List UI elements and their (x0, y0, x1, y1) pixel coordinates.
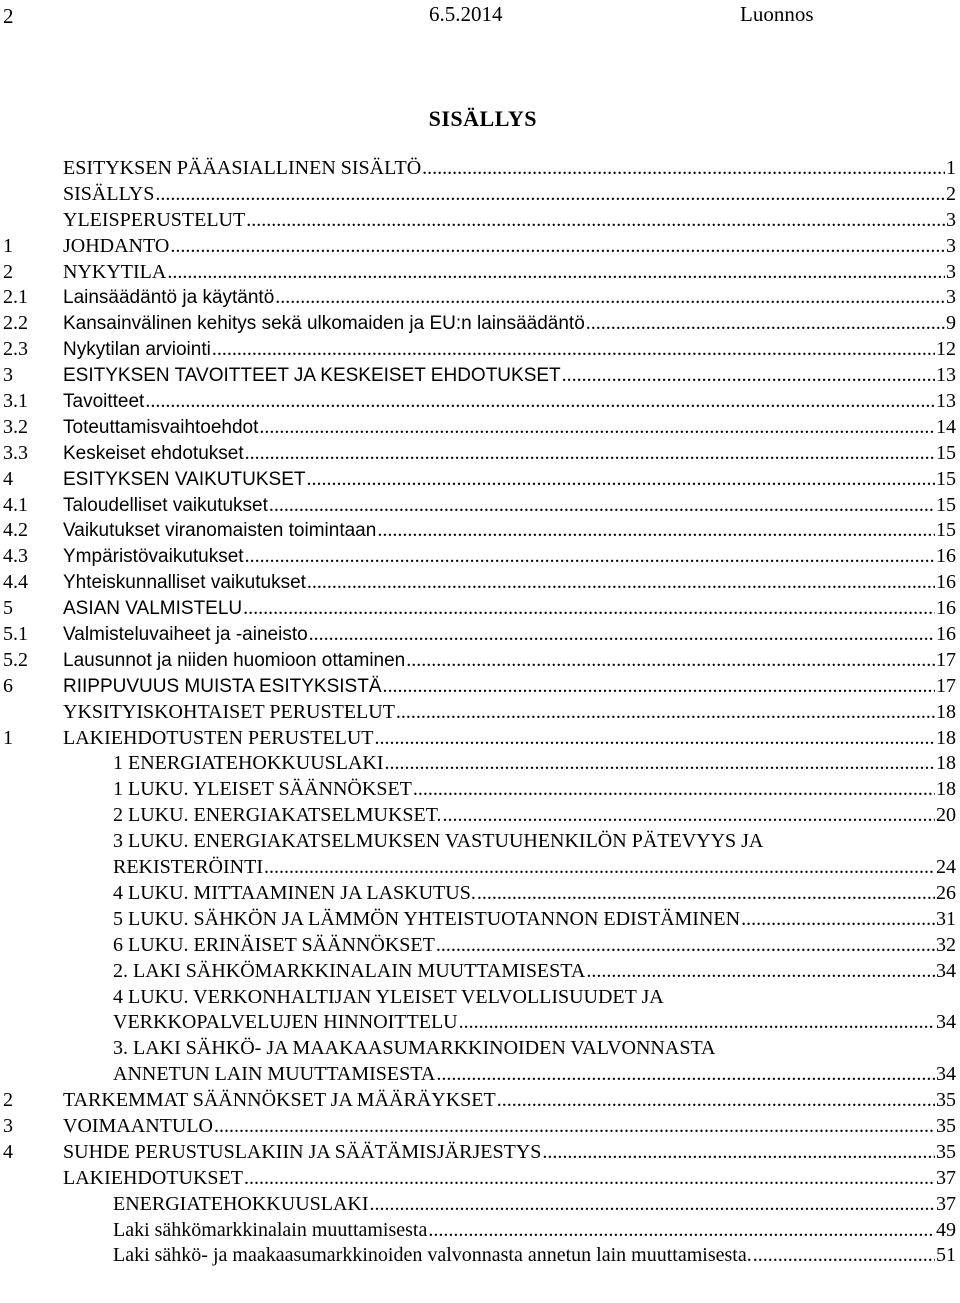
toc-entry[interactable] (3, 1114, 956, 1140)
toc-entry[interactable] (3, 363, 956, 389)
toc-dot-leader (586, 311, 945, 337)
page-title: SISÄLLYS (428, 106, 537, 131)
toc-entry-label: YLEISPERUSTELUT (63, 208, 246, 231)
toc-dot-leader (264, 855, 935, 881)
toc-entry-page: 34 (936, 1011, 956, 1034)
table-of-contents (3, 156, 956, 1269)
toc-entry-page: 49 (936, 1218, 956, 1241)
toc-dot-leader (306, 467, 935, 493)
toc-entry-number: 6 (3, 674, 13, 697)
toc-entry-page: 15 (936, 467, 956, 490)
toc-entry-label: LAKIEHDOTUKSET (63, 1166, 243, 1189)
toc-entry-label: 4 LUKU. MITTAAMINEN JA LASKUTUS. (113, 881, 476, 904)
toc-entry-label: 5 LUKU. SÄHKÖN JA LÄMMÖN YHTEISTUOTANNON EDISTÄMINEN (113, 907, 741, 930)
toc-entry[interactable] (3, 674, 956, 700)
toc-entry-number: 1 (3, 234, 13, 257)
toc-entry[interactable] (3, 260, 956, 286)
toc-dot-leader (586, 959, 935, 985)
toc-entry-label: Kansainvälinen kehitys sekä ulkomaiden ja EU:n lainsäädäntö (63, 313, 585, 335)
toc-entry-label: Yhteiskunnalliset vaikutukset (63, 572, 306, 594)
toc-dot-leader (375, 726, 935, 752)
toc-entry-page: 32 (936, 933, 956, 956)
toc-entry[interactable] (3, 803, 956, 829)
toc-entry-label: 3. LAKI SÄHKÖ- JA MAAKAASUMARKKINOIDEN VALVONNASTA (113, 1037, 716, 1060)
toc-entry-page: 26 (936, 881, 956, 904)
toc-entry-number: 3 (3, 364, 13, 387)
document-date: 6.5.2014 (429, 2, 503, 26)
toc-dot-leader (459, 1010, 935, 1036)
toc-entry-page: 16 (936, 545, 956, 568)
toc-entry-number: 4.4 (3, 571, 28, 594)
toc-entry[interactable] (3, 441, 956, 467)
toc-dot-leader (275, 285, 945, 311)
toc-entry-page: 35 (936, 1114, 956, 1137)
toc-entry-number: 2.1 (3, 286, 28, 309)
toc-entry[interactable] (3, 208, 956, 234)
toc-entry-label: 2 LUKU. ENERGIAKATSELMUKSET. (113, 804, 442, 827)
toc-dot-leader (245, 544, 935, 570)
toc-entry[interactable] (3, 1166, 956, 1192)
toc-entry[interactable] (3, 907, 956, 933)
toc-entry-page: 37 (936, 1192, 956, 1215)
toc-entry-page: 16 (936, 571, 956, 594)
toc-entry-label: Valmisteluvaiheet ja -aineisto (63, 624, 308, 646)
toc-dot-leader (145, 389, 935, 415)
toc-entry[interactable] (3, 544, 956, 570)
toc-entry-number: 4.1 (3, 493, 28, 516)
toc-entry-label: 1 ENERGIATEHOKKUUSLAKI (113, 752, 384, 775)
toc-entry[interactable] (3, 1140, 956, 1166)
toc-entry-page: 24 (936, 856, 956, 879)
toc-entry-page: 9 (946, 312, 956, 335)
toc-entry[interactable] (3, 596, 956, 622)
toc-entry[interactable] (3, 959, 956, 985)
toc-entry-page: 35 (936, 1140, 956, 1163)
toc-entry[interactable] (3, 156, 956, 182)
toc-entry[interactable] (3, 726, 956, 752)
toc-entry-label: RIIPPUVUUS MUISTA ESITYKSISTÄ (63, 675, 382, 697)
toc-dot-leader (542, 1140, 935, 1166)
toc-dot-leader (170, 234, 945, 260)
toc-entry-number (3, 182, 63, 208)
toc-entry-label: Lainsäädäntö ja käytäntö (63, 287, 275, 309)
toc-entry-number: 2 (3, 260, 13, 283)
toc-entry-page: 3 (946, 286, 956, 309)
toc-entry[interactable] (3, 1088, 956, 1114)
toc-entry[interactable] (3, 1062, 956, 1088)
toc-dot-leader (477, 881, 935, 907)
toc-dot-leader (370, 1192, 935, 1218)
toc-entry[interactable] (3, 933, 956, 959)
toc-entry-page: 37 (936, 1166, 956, 1189)
toc-entry-page: 34 (936, 959, 956, 982)
toc-entry-number: 1 (3, 726, 13, 749)
toc-entry[interactable] (3, 337, 956, 363)
toc-entry[interactable] (3, 1243, 956, 1269)
toc-entry-page: 17 (936, 648, 956, 671)
toc-dot-leader (422, 156, 945, 182)
toc-entry-label: Tavoitteet (63, 391, 145, 413)
toc-entry-label: Laki sähkömarkkinalain muuttamisesta (113, 1218, 428, 1241)
toc-dot-leader (562, 363, 935, 389)
toc-entry-page: 18 (936, 700, 956, 723)
toc-entry-number: 3.2 (3, 415, 28, 438)
toc-dot-leader (436, 933, 935, 959)
toc-entry[interactable] (3, 518, 956, 544)
toc-dot-leader (155, 182, 945, 208)
toc-dot-leader (243, 596, 935, 622)
toc-entry-label: 2. LAKI SÄHKÖMARKKINALAIN MUUTTAMISESTA (113, 959, 586, 982)
toc-entry-page: 2 (946, 182, 956, 205)
toc-entry-label: VERKKOPALVELUJEN HINNOITTELU (113, 1011, 458, 1034)
toc-entry-label: VOIMAANTULO (63, 1114, 213, 1137)
toc-entry-label: ESITYKSEN VAIKUTUKSET (63, 468, 306, 490)
toc-entry-page: 12 (936, 338, 956, 361)
toc-entry[interactable] (3, 985, 956, 1011)
toc-entry-number: 4.3 (3, 545, 28, 568)
toc-entry-page: 3 (946, 234, 956, 257)
toc-entry-label: ENERGIATEHOKKUUSLAKI (113, 1192, 369, 1215)
toc-dot-leader (269, 493, 935, 519)
toc-entry-label: ASIAN VALMISTELU (63, 598, 243, 620)
toc-entry-page: 15 (936, 493, 956, 516)
page-number: 2 (3, 4, 14, 28)
toc-dot-leader (214, 1114, 935, 1140)
toc-entry[interactable] (3, 182, 956, 208)
toc-entry[interactable] (3, 751, 956, 777)
toc-dot-leader (377, 518, 935, 544)
toc-dot-leader (436, 1062, 935, 1088)
toc-entry-page: 17 (936, 674, 956, 697)
toc-entry[interactable] (3, 648, 956, 674)
toc-entry-number: 5 (3, 597, 13, 620)
toc-entry-label: Ympäristövaikutukset (63, 546, 244, 568)
toc-entry-label: REKISTERÖINTI (113, 856, 263, 879)
toc-entry-page: 31 (936, 907, 956, 930)
toc-entry-label: Nykytilan arviointi (63, 339, 211, 361)
toc-dot-leader (497, 1088, 935, 1114)
toc-entry-label: Laki sähkö- ja maakaasumarkkinoiden valvonnasta annetun lain muuttamisesta. (113, 1244, 752, 1267)
toc-dot-leader (307, 570, 935, 596)
toc-entry-page: 13 (936, 364, 956, 387)
toc-entry-number (3, 700, 63, 726)
toc-entry-label: Toteuttamisvaihtoehdot (63, 416, 259, 438)
toc-entry[interactable] (3, 829, 956, 855)
toc-dot-leader (212, 337, 935, 363)
toc-entry-page: 51 (936, 1244, 956, 1267)
toc-entry-label: 1 LUKU. YLEISET SÄÄNNÖKSET (113, 778, 412, 801)
toc-dot-leader (383, 674, 936, 700)
toc-dot-leader (246, 208, 945, 234)
toc-dot-leader (396, 700, 935, 726)
toc-dot-leader (443, 803, 936, 829)
toc-entry[interactable] (3, 881, 956, 907)
toc-entry-number: 2 (3, 1089, 13, 1112)
toc-entry-page: 1 (946, 157, 956, 179)
toc-entry-label: NYKYTILA (63, 260, 167, 283)
toc-entry-label: SUHDE PERUSTUSLAKIIN JA SÄÄTÄMISJÄRJESTYS (63, 1140, 542, 1163)
toc-entry-number: 3 (3, 1114, 13, 1137)
toc-dot-leader (167, 260, 945, 286)
toc-entry[interactable] (3, 415, 956, 441)
toc-entry[interactable] (3, 1036, 956, 1062)
toc-dot-leader (428, 1218, 935, 1244)
toc-entry-page: 14 (936, 415, 956, 438)
toc-entry-label: YKSITYISKOHTAISET PERUSTELUT (63, 700, 395, 723)
toc-entry-label: ESITYKSEN PÄÄASIALLINEN SISÄLTÖ (63, 157, 422, 179)
toc-entry[interactable] (3, 493, 956, 519)
toc-entry[interactable] (3, 234, 956, 260)
toc-entry-label: Taloudelliset vaikutukset (63, 494, 268, 516)
toc-dot-leader (741, 907, 935, 933)
toc-entry-page: 20 (936, 804, 956, 827)
toc-entry-label: 3 LUKU. ENERGIAKATSELMUKSEN VASTUUHENKILÖN PÄTEVYYS JA (113, 830, 764, 853)
toc-entry[interactable] (3, 285, 956, 311)
toc-entry[interactable] (3, 777, 956, 803)
toc-dot-leader (413, 777, 935, 803)
toc-entry-page: 18 (936, 778, 956, 801)
toc-entry-number: 5.2 (3, 648, 28, 671)
toc-entry-number: 3.3 (3, 441, 28, 464)
toc-entry-page: 34 (936, 1063, 956, 1086)
toc-entry-page: 18 (936, 752, 956, 775)
toc-entry[interactable] (3, 855, 956, 881)
toc-entry-page: 3 (946, 208, 956, 231)
toc-entry[interactable] (3, 311, 956, 337)
toc-entry[interactable] (3, 1192, 956, 1218)
toc-entry-label: Vaikutukset viranomaisten toimintaan (63, 520, 377, 542)
toc-dot-leader (259, 415, 935, 441)
toc-entry[interactable] (3, 1218, 956, 1244)
toc-entry-page: 3 (946, 260, 956, 283)
toc-entry-label: Keskeiset ehdotukset (63, 442, 244, 464)
toc-entry[interactable] (3, 622, 956, 648)
page-header (0, 0, 960, 30)
toc-entry[interactable] (3, 570, 956, 596)
toc-entry-number (3, 1166, 63, 1192)
toc-entry-label: ANNETUN LAIN MUUTTAMISESTA (113, 1063, 436, 1086)
toc-entry-number: 4 (3, 1140, 13, 1163)
toc-entry-number: 4.2 (3, 519, 28, 542)
toc-dot-leader (244, 1166, 935, 1192)
toc-entry-number: 2.3 (3, 338, 28, 361)
toc-dot-leader (406, 648, 935, 674)
toc-entry-label: SISÄLLYS (63, 182, 155, 205)
toc-entry-label: 4 LUKU. VERKONHALTIJAN YLEISET VELVOLLISUUDET JA (113, 985, 664, 1008)
toc-entry-page: 15 (936, 441, 956, 464)
toc-entry[interactable] (3, 700, 956, 726)
toc-entry-number: 4 (3, 467, 13, 490)
toc-entry-page: 18 (936, 726, 956, 749)
toc-entry-number (3, 208, 63, 234)
toc-entry-number: 3.1 (3, 390, 28, 413)
toc-dot-leader (309, 622, 935, 648)
toc-entry-label: ESITYKSEN TAVOITTEET JA KESKEISET EHDOTUKSET (63, 365, 561, 387)
toc-dot-leader (753, 1243, 935, 1269)
toc-entry-number: 5.1 (3, 623, 28, 646)
toc-entry-page: 15 (936, 519, 956, 542)
toc-dot-leader (385, 751, 935, 777)
toc-dot-leader (245, 441, 935, 467)
toc-entry-label: JOHDANTO (63, 234, 170, 257)
toc-entry-label: 6 LUKU. ERINÄISET SÄÄNNÖKSET (113, 933, 435, 956)
toc-entry-label: LAKIEHDOTUSTEN PERUSTELUT (63, 726, 374, 749)
toc-entry-label: TARKEMMAT SÄÄNNÖKSET JA MÄÄRÄYKSET (63, 1089, 496, 1112)
toc-entry-number: 2.2 (3, 312, 28, 335)
toc-entry[interactable] (3, 1010, 956, 1036)
toc-entry-page: 16 (936, 597, 956, 620)
document-status: Luonnos (740, 2, 814, 26)
toc-entry-number (3, 156, 63, 182)
toc-entry[interactable] (3, 389, 956, 415)
toc-entry[interactable] (3, 467, 956, 493)
toc-entry-page: 35 (936, 1089, 956, 1112)
toc-entry-label: Lausunnot ja niiden huomioon ottaminen (63, 649, 406, 671)
toc-entry-page: 13 (936, 390, 956, 413)
toc-entry-page: 16 (936, 623, 956, 646)
